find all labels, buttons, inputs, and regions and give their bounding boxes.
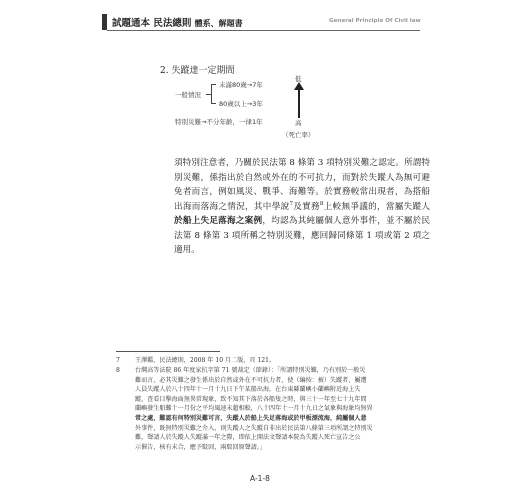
- diagram-general-label: 一般情況: [175, 91, 201, 99]
- diagram-80-over: 80歲以上→3年: [219, 100, 263, 108]
- body-paragraph: [174, 156, 430, 258]
- diagram-death-rate: （死亡率）: [282, 131, 315, 139]
- body-text-segment: 上較無爭議的，當屬失蹤人: [323, 201, 430, 212]
- section-title: 2. 失蹤達一定期間: [160, 66, 235, 76]
- footnote-line: 蹤，查看目擊海面無異常現象，致不知其下落於各船隻之時，與三十一年至七十九年間: [135, 395, 367, 403]
- missing-period-diagram: [0, 0, 520, 150]
- footnote-line: 王澤鑑，民法總則，2008 年 10 月二版，頁 121。: [135, 357, 276, 364]
- footnote-line: 人員失蹤人於八十四年十一月十九日下午某船出海，在台東縣蘭嶼小蘭嶼附近海上失: [135, 386, 361, 394]
- footnote-line: 蘭嶼發生船難十一月份之平均風速未超相較，八十四年十一月十九日之氣象與海象均無異: [135, 405, 373, 413]
- body-text-segment: 須特別注意者，乃關於民法第 8 條第 3 項特別災難之認定。所謂特別災難，係指出於自然或外在的不可抗力，而對於失蹤人為無可避免者而言，例如風災、戰爭、海難等。於實務較常出現者，為搭船出海而落海之情況，其中學說: [174, 158, 430, 212]
- body-text-segment: ，均認為其純屬個人意外事件，並不屬於民法第 8 條第 3 項所稱之特別災難，應回歸同條第 1 項或第 2 項之適用。: [174, 216, 430, 255]
- footnote-rule: [116, 351, 220, 352]
- diagram-low-label: 低: [295, 75, 302, 83]
- diagram-bracket: [211, 84, 212, 104]
- footnote-number: 8: [116, 367, 120, 374]
- diagram-under-80: 未滿80歲→7年: [219, 81, 263, 89]
- up-arrow-icon: [294, 82, 304, 118]
- diagram-bracket-top: [211, 84, 216, 85]
- header-prefix: 試題通本: [112, 18, 151, 29]
- header-main-title: 民法總則: [153, 18, 192, 29]
- footnote-line: 台灣高等法院 86 年度家抗字第 71 號裁定（節錄）：「所謂特別災難，乃有別於一般災: [135, 367, 366, 374]
- footnote-line: 難而言，必其災難之發生係出於自然或外在不可抗力者，使（編按：被）失蹤者，屬遭: [135, 376, 367, 384]
- body-text-segment: 及實務: [292, 201, 320, 212]
- diagram-high-label: 高: [295, 119, 302, 127]
- footnote-ref-8: 8: [319, 200, 324, 207]
- footnote-ref-7: 7: [289, 200, 293, 207]
- footnote-line: 示催告，核有未合，應予駁回，兩駁回原聲請。」: [135, 443, 267, 451]
- footnote-number: 7: [116, 357, 120, 364]
- header-subtitle: 體系、解題書: [194, 19, 243, 28]
- footnote-text: [135, 356, 417, 366]
- header-english-title: General Principle Of Civil law: [329, 18, 421, 24]
- diagram-bracket-bottom: [211, 103, 216, 104]
- footnote-line: 常之處，難認有何特別災難可言，失蹤人於船上失足落海或於甲板漂流海，純屬個人意: [135, 414, 367, 422]
- body-emphasis: 於船上失足落海之案例: [174, 216, 263, 226]
- footnote-line: 外事件，既無特別災難之介入，則失蹤人之失蹤自非出於民法第八條第三項所謂之特別災: [135, 424, 373, 432]
- diagram-special-disaster: 特別災難→不分年齡，一律1年: [175, 118, 263, 126]
- footnote-line: 難，聲請人於失蹤人失蹤滿一年之際，即依上開法文聲請本院為失蹤人死亡宣告之公: [135, 434, 361, 442]
- footnote-text: [135, 366, 417, 452]
- page-number: A-1-8: [250, 474, 270, 483]
